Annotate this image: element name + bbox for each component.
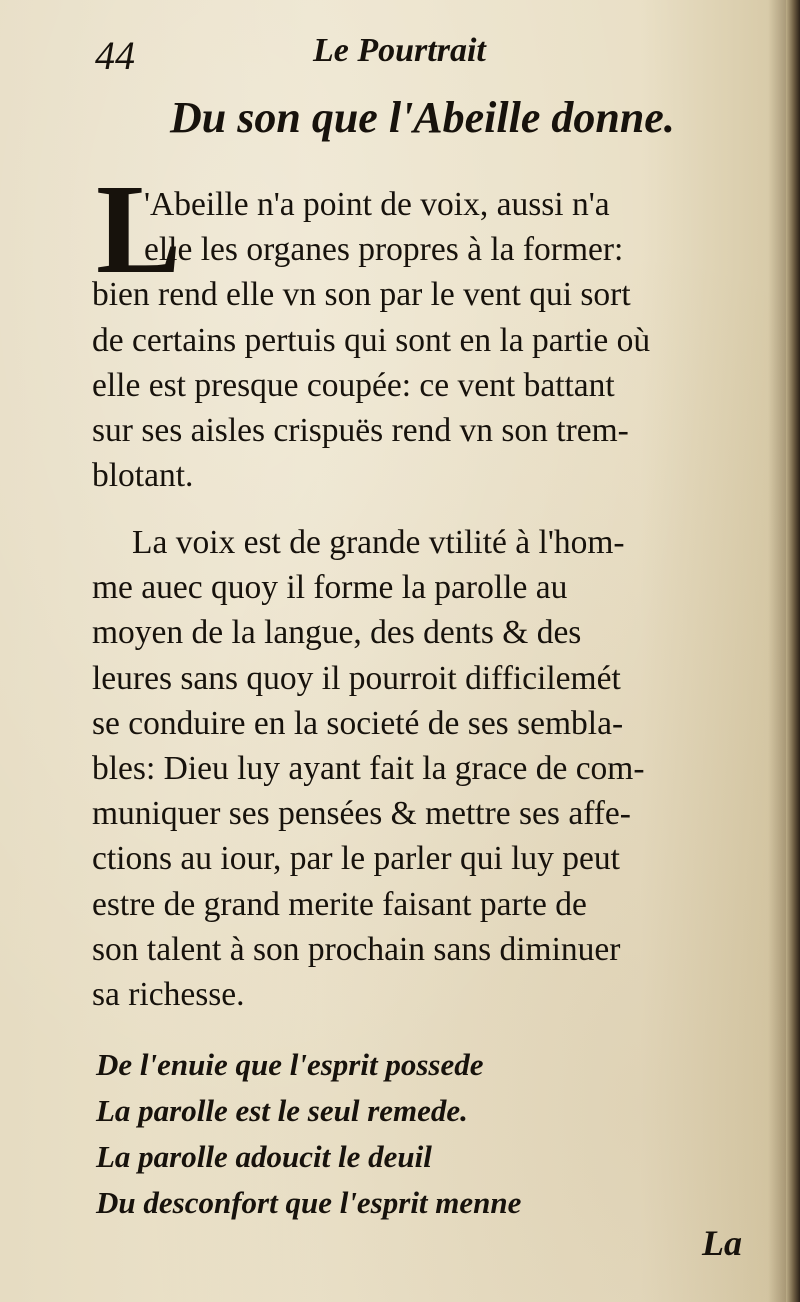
text-line: leures sans quoy il pourroit difficilemét	[92, 659, 621, 697]
verse-line: La parolle est le seul remede.	[96, 1093, 468, 1128]
text-line: estre de grand merite faisant parte de	[92, 885, 587, 923]
text-line: bien rend elle vn son par le vent qui sort	[92, 276, 631, 314]
book-spine-edge	[786, 0, 800, 1302]
section-title: Du son que l'Abeille donne.	[170, 93, 675, 142]
paragraph-2	[92, 520, 762, 1017]
catchword: La	[702, 1223, 742, 1263]
text-line: sur ses aisles crispuës rend vn son trem-	[92, 412, 629, 450]
text-line: sa richesse.	[92, 976, 245, 1014]
page-header	[95, 30, 655, 80]
text-line: ctions au iour, par le parler qui luy peut	[92, 840, 620, 878]
text-line: de certains pertuis qui sont en la partie où	[92, 321, 651, 359]
text-line: blotant.	[92, 457, 194, 495]
running-title: Le Pourtrait	[313, 32, 486, 69]
text-line: La voix est de grande vtilité à l'hom-	[132, 524, 625, 561]
text-line: me auec quoy il forme la parolle au	[92, 569, 568, 607]
text-line: elle les organes propres à la former:	[144, 231, 624, 269]
text-line: 'Abeille n'a point de voix, aussi n'a	[144, 186, 610, 223]
text-line: elle est presque coupée: ce vent battant	[92, 366, 615, 404]
page-number: 44	[95, 33, 135, 78]
verse-line: De l'enuie que l'esprit possede	[96, 1047, 484, 1082]
text-line: bles: Dieu luy ayant fait la grace de com-	[92, 750, 645, 788]
text-line: moyen de la langue, des dents & des	[92, 614, 582, 652]
text-line: se conduire en la societé de ses sembla-	[92, 704, 624, 742]
text-line: son talent à son prochain sans diminuer	[92, 930, 621, 968]
text-line: muniquer ses pensées & mettre ses affe-	[92, 795, 631, 833]
drop-cap: L	[96, 158, 182, 300]
verse-line: La parolle adoucit le deuil	[96, 1139, 432, 1174]
verse-line: Du desconfort que l'esprit menne	[96, 1185, 522, 1220]
paragraph-1	[92, 182, 762, 498]
verse	[96, 1042, 756, 1226]
